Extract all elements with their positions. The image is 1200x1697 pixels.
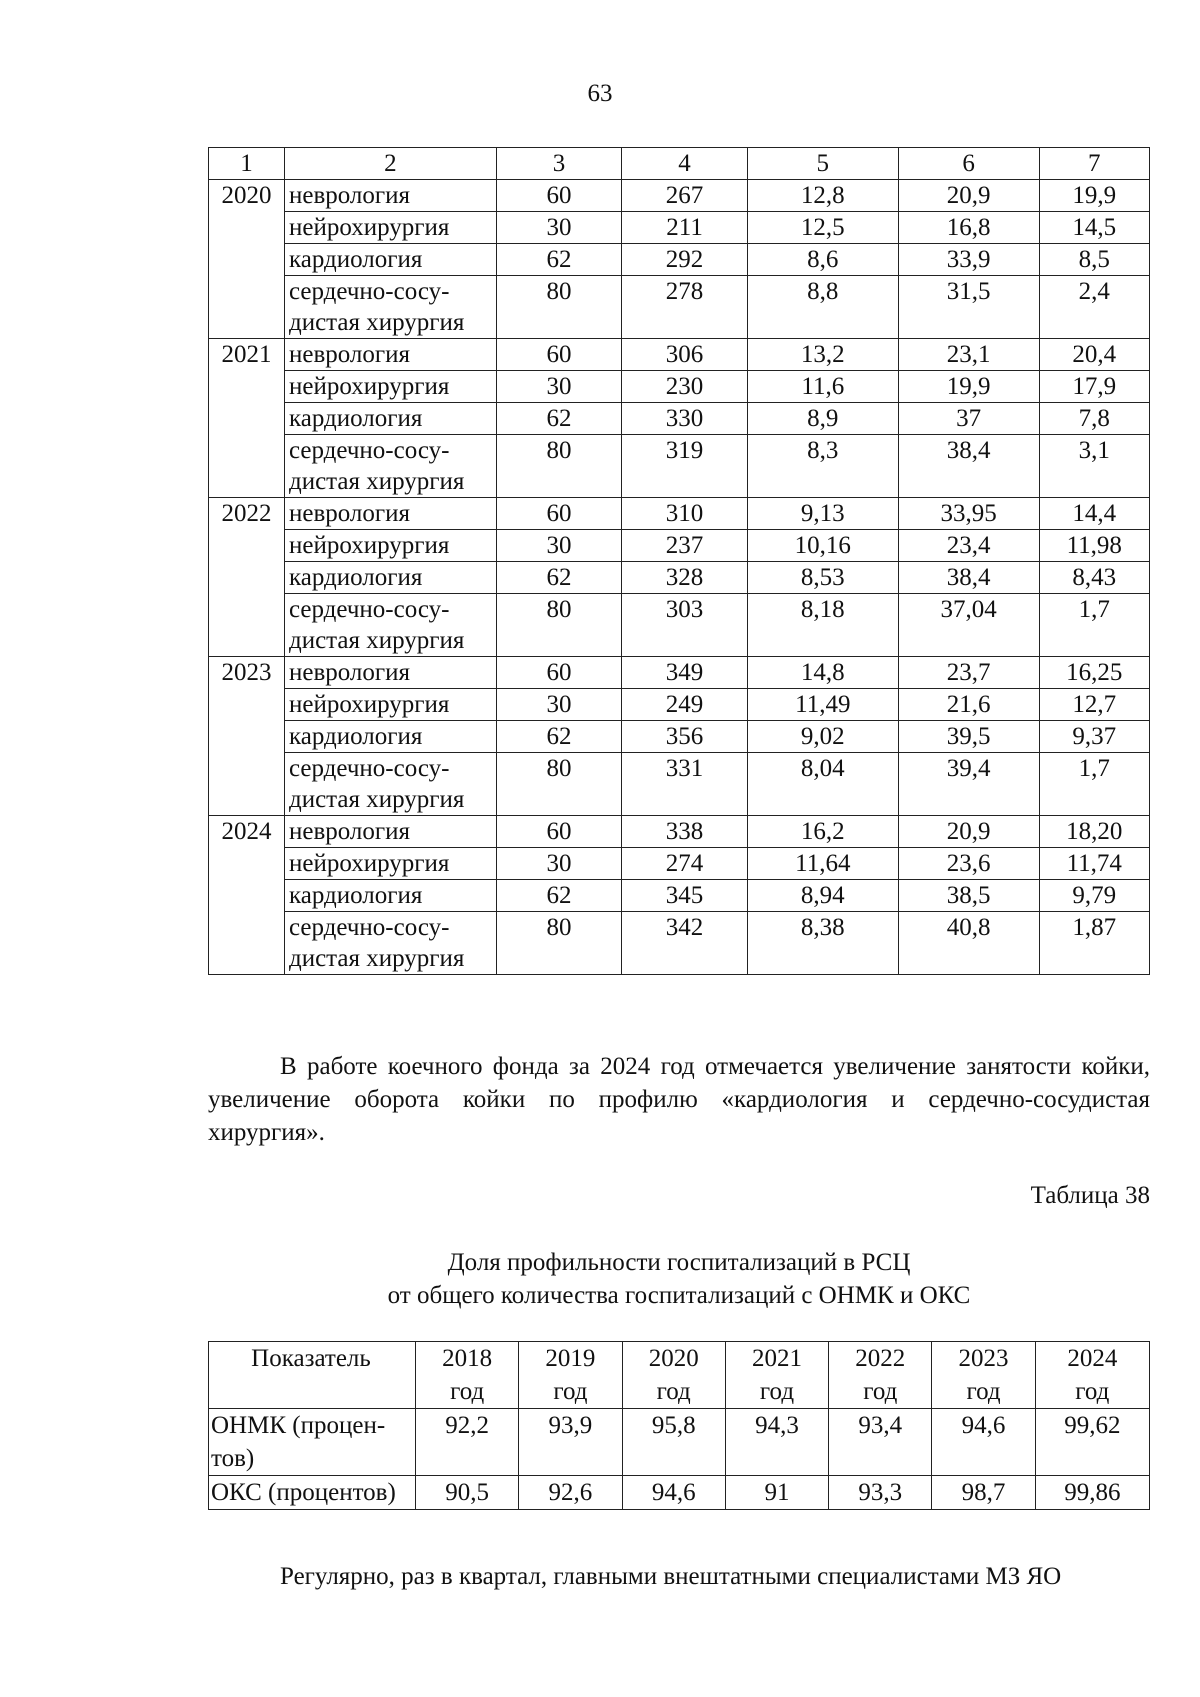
value-cell-c6: 16,8 <box>898 212 1039 244</box>
value-cell-c7: 20,4 <box>1039 339 1149 371</box>
value-cell-c5: 9,02 <box>747 721 898 753</box>
profile-cell <box>284 244 496 276</box>
profile-name: сердечно-сосу- <box>288 596 450 623</box>
year-header-value: 2021 <box>751 1345 802 1372</box>
profile-cell <box>284 403 496 435</box>
profile-name: неврология <box>288 818 411 845</box>
table-row <box>209 562 1150 594</box>
value-cell-c3: 80 <box>496 435 622 498</box>
value-cell-c3: 30 <box>496 689 622 721</box>
column-number-header: 7 <box>1039 148 1149 180</box>
value-cell-c4: 292 <box>622 244 748 276</box>
value-cell-c6: 37,04 <box>898 594 1039 657</box>
value-cell-c7: 11,74 <box>1039 848 1149 880</box>
profile-name-continued: дистая хирургия <box>288 786 465 813</box>
value-cell-c3: 60 <box>496 816 622 848</box>
table-title <box>208 1246 1150 1312</box>
value-cell-c3: 62 <box>496 562 622 594</box>
value-cell-c3: 60 <box>496 180 622 212</box>
value-cell-c5: 14,8 <box>747 657 898 689</box>
percent-cell: 94,3 <box>725 1409 828 1476</box>
hospitalization-share-table <box>208 1341 1150 1510</box>
value-cell-c4: 328 <box>622 562 748 594</box>
profile-cell <box>284 212 496 244</box>
value-cell-c5: 10,16 <box>747 530 898 562</box>
value-cell-c3: 80 <box>496 753 622 816</box>
percent-cell: 98,7 <box>932 1476 1035 1510</box>
profile-cell <box>284 657 496 689</box>
table-row <box>209 530 1150 562</box>
percent-cell: 99,86 <box>1035 1476 1149 1510</box>
year-cell: 2021 <box>209 339 285 498</box>
value-cell-c5: 8,04 <box>747 753 898 816</box>
value-cell-c5: 13,2 <box>747 339 898 371</box>
year-header <box>932 1342 1035 1409</box>
value-cell-c7: 1,7 <box>1039 753 1149 816</box>
value-cell-c6: 38,5 <box>898 880 1039 912</box>
year-header-suffix: год <box>450 1378 485 1405</box>
year-header <box>725 1342 828 1409</box>
profile-name: кардиология <box>288 564 423 591</box>
value-cell-c3: 60 <box>496 339 622 371</box>
value-cell-c4: 274 <box>622 848 748 880</box>
value-cell-c4: 249 <box>622 689 748 721</box>
profile-cell <box>284 530 496 562</box>
indicator-header: Показатель <box>209 1342 416 1409</box>
profile-name: кардиология <box>288 723 423 750</box>
indicator-cell <box>209 1476 416 1510</box>
profile-name-continued: дистая хирургия <box>288 627 465 654</box>
value-cell-c5: 11,64 <box>747 848 898 880</box>
table-row <box>209 912 1150 975</box>
column-number-header: 3 <box>496 148 622 180</box>
table-row <box>209 1476 1150 1510</box>
value-cell-c5: 8,3 <box>747 435 898 498</box>
table-row <box>209 816 1150 848</box>
table-row <box>209 276 1150 339</box>
profile-name: неврология <box>288 500 411 527</box>
value-cell-c3: 62 <box>496 403 622 435</box>
value-cell-c3: 60 <box>496 498 622 530</box>
value-cell-c6: 20,9 <box>898 180 1039 212</box>
profile-cell <box>284 594 496 657</box>
profile-name: нейрохирургия <box>288 373 450 400</box>
value-cell-c7: 2,4 <box>1039 276 1149 339</box>
profile-name: нейрохирургия <box>288 850 450 877</box>
value-cell-c7: 3,1 <box>1039 435 1149 498</box>
value-cell-c3: 30 <box>496 212 622 244</box>
profile-cell <box>284 498 496 530</box>
value-cell-c7: 7,8 <box>1039 403 1149 435</box>
value-cell-c5: 8,6 <box>747 244 898 276</box>
value-cell-c4: 211 <box>622 212 748 244</box>
value-cell-c4: 345 <box>622 880 748 912</box>
value-cell-c5: 11,6 <box>747 371 898 403</box>
column-number-header: 2 <box>284 148 496 180</box>
profile-name: нейрохирургия <box>288 214 450 241</box>
value-cell-c3: 80 <box>496 276 622 339</box>
value-cell-c4: 356 <box>622 721 748 753</box>
profile-name-continued: дистая хирургия <box>288 309 465 336</box>
value-cell-c4: 306 <box>622 339 748 371</box>
table-title-line-1: Доля профильности госпитализаций в РСЦ <box>447 1249 911 1276</box>
profile-name: кардиология <box>288 882 423 909</box>
value-cell-c4: 338 <box>622 816 748 848</box>
table-row <box>209 403 1150 435</box>
profile-cell <box>284 435 496 498</box>
value-cell-c6: 31,5 <box>898 276 1039 339</box>
value-cell-c6: 38,4 <box>898 435 1039 498</box>
profile-name-continued: дистая хирургия <box>288 945 465 972</box>
value-cell-c7: 8,5 <box>1039 244 1149 276</box>
value-cell-c5: 8,9 <box>747 403 898 435</box>
value-cell-c6: 23,4 <box>898 530 1039 562</box>
year-cell: 2023 <box>209 657 285 816</box>
profile-cell <box>284 753 496 816</box>
value-cell-c7: 9,79 <box>1039 880 1149 912</box>
value-cell-c5: 8,18 <box>747 594 898 657</box>
profile-name: сердечно-сосу- <box>288 914 450 941</box>
value-cell-c7: 18,20 <box>1039 816 1149 848</box>
indicator-cell <box>209 1409 416 1476</box>
profile-cell <box>284 180 496 212</box>
year-header-value: 2024 <box>1067 1345 1118 1372</box>
indicator-name: ОНМК (процен- <box>211 1412 386 1439</box>
profile-cell <box>284 562 496 594</box>
value-cell-c5: 16,2 <box>747 816 898 848</box>
profile-name: неврология <box>288 341 411 368</box>
value-cell-c7: 11,98 <box>1039 530 1149 562</box>
profile-name: неврология <box>288 182 411 209</box>
table-row <box>209 880 1150 912</box>
value-cell-c7: 19,9 <box>1039 180 1149 212</box>
value-cell-c3: 80 <box>496 912 622 975</box>
value-cell-c3: 60 <box>496 657 622 689</box>
profile-cell <box>284 371 496 403</box>
percent-cell: 94,6 <box>622 1476 725 1510</box>
page-number: 63 <box>587 80 613 107</box>
table-row <box>209 689 1150 721</box>
table-row <box>209 848 1150 880</box>
profile-name: сердечно-сосу- <box>288 278 450 305</box>
percent-cell: 93,9 <box>519 1409 622 1476</box>
value-cell-c5: 9,13 <box>747 498 898 530</box>
value-cell-c7: 17,9 <box>1039 371 1149 403</box>
year-header-suffix: год <box>966 1378 1001 1405</box>
value-cell-c3: 62 <box>496 880 622 912</box>
column-number-header: 6 <box>898 148 1039 180</box>
profile-cell <box>284 689 496 721</box>
paragraph-continuation: Регулярно, раз в квартал, главными внештатными специалистами МЗ ЯО <box>280 1563 1062 1590</box>
table-row <box>209 498 1150 530</box>
percent-cell: 92,6 <box>519 1476 622 1510</box>
bed-fund-table <box>208 147 1150 975</box>
value-cell-c5: 8,38 <box>747 912 898 975</box>
value-cell-c3: 80 <box>496 594 622 657</box>
percent-cell: 90,5 <box>416 1476 519 1510</box>
value-cell-c7: 1,87 <box>1039 912 1149 975</box>
table-label: Таблица 38 <box>1030 1182 1150 1209</box>
percent-cell: 92,2 <box>416 1409 519 1476</box>
value-cell-c4: 267 <box>622 180 748 212</box>
value-cell-c6: 23,1 <box>898 339 1039 371</box>
percent-cell: 93,3 <box>829 1476 932 1510</box>
value-cell-c7: 14,5 <box>1039 212 1149 244</box>
value-cell-c7: 1,7 <box>1039 594 1149 657</box>
table-header-row <box>209 1342 1150 1409</box>
profile-cell <box>284 912 496 975</box>
table-row <box>209 721 1150 753</box>
value-cell-c4: 331 <box>622 753 748 816</box>
table-row <box>209 657 1150 689</box>
year-header <box>1035 1342 1149 1409</box>
table-row <box>209 753 1150 816</box>
year-header <box>519 1342 622 1409</box>
value-cell-c4: 330 <box>622 403 748 435</box>
value-cell-c6: 37 <box>898 403 1039 435</box>
value-cell-c6: 38,4 <box>898 562 1039 594</box>
value-cell-c5: 8,94 <box>747 880 898 912</box>
indicator-name-continued: тов) <box>211 1445 255 1472</box>
year-header-suffix: год <box>553 1378 588 1405</box>
profile-cell <box>284 816 496 848</box>
profile-cell <box>284 721 496 753</box>
value-cell-c3: 30 <box>496 848 622 880</box>
value-cell-c6: 33,9 <box>898 244 1039 276</box>
percent-cell: 93,4 <box>829 1409 932 1476</box>
year-header-suffix: год <box>656 1378 691 1405</box>
profile-name: кардиология <box>288 405 423 432</box>
value-cell-c7: 14,4 <box>1039 498 1149 530</box>
column-number-header: 5 <box>747 148 898 180</box>
value-cell-c3: 62 <box>496 244 622 276</box>
value-cell-c5: 11,49 <box>747 689 898 721</box>
year-header-suffix: год <box>863 1378 898 1405</box>
table-row <box>209 594 1150 657</box>
year-header-value: 2020 <box>648 1345 699 1372</box>
year-header-suffix: год <box>1075 1378 1110 1405</box>
percent-cell: 91 <box>725 1476 828 1510</box>
year-header-value: 2018 <box>442 1345 493 1372</box>
table-title-line-2: от общего количества госпитализаций с ОНМК и ОКС <box>387 1282 971 1309</box>
value-cell-c4: 349 <box>622 657 748 689</box>
year-cell: 2024 <box>209 816 285 975</box>
profile-cell <box>284 276 496 339</box>
value-cell-c6: 23,6 <box>898 848 1039 880</box>
table-row <box>209 1409 1150 1476</box>
table-row <box>209 339 1150 371</box>
table-row <box>209 371 1150 403</box>
value-cell-c6: 33,95 <box>898 498 1039 530</box>
value-cell-c4: 342 <box>622 912 748 975</box>
value-cell-c7: 12,7 <box>1039 689 1149 721</box>
percent-cell: 99,62 <box>1035 1409 1149 1476</box>
column-number-header: 4 <box>622 148 748 180</box>
value-cell-c4: 303 <box>622 594 748 657</box>
column-number-header: 1 <box>209 148 285 180</box>
profile-name: кардиология <box>288 246 423 273</box>
year-cell: 2022 <box>209 498 285 657</box>
table-row <box>209 435 1150 498</box>
year-header-value: 2019 <box>545 1345 596 1372</box>
value-cell-c3: 30 <box>496 371 622 403</box>
year-header <box>622 1342 725 1409</box>
table-row <box>209 244 1150 276</box>
year-header <box>829 1342 932 1409</box>
value-cell-c6: 21,6 <box>898 689 1039 721</box>
percent-cell: 94,6 <box>932 1409 1035 1476</box>
profile-name: нейрохирургия <box>288 532 450 559</box>
profile-name: сердечно-сосу- <box>288 437 450 464</box>
profile-name: нейрохирургия <box>288 691 450 718</box>
year-header-value: 2022 <box>855 1345 906 1372</box>
table-row <box>209 212 1150 244</box>
indicator-name: ОКС (процентов) <box>211 1479 396 1506</box>
value-cell-c3: 62 <box>496 721 622 753</box>
value-cell-c7: 16,25 <box>1039 657 1149 689</box>
year-header <box>416 1342 519 1409</box>
value-cell-c4: 278 <box>622 276 748 339</box>
value-cell-c6: 40,8 <box>898 912 1039 975</box>
value-cell-c4: 319 <box>622 435 748 498</box>
profile-name: неврология <box>288 659 411 686</box>
value-cell-c7: 8,43 <box>1039 562 1149 594</box>
paragraph-bed-fund-summary: В работе коечного фонда за 2024 год отмечается увеличение занятости койки, увеличение оборота койки по профилю «кардиология и сердечно-сосудистая хирургия». <box>208 1053 1150 1146</box>
value-cell-c4: 237 <box>622 530 748 562</box>
year-header-value: 2023 <box>958 1345 1009 1372</box>
value-cell-c6: 20,9 <box>898 816 1039 848</box>
value-cell-c3: 30 <box>496 530 622 562</box>
value-cell-c7: 9,37 <box>1039 721 1149 753</box>
value-cell-c6: 39,4 <box>898 753 1039 816</box>
profile-cell <box>284 880 496 912</box>
value-cell-c5: 8,8 <box>747 276 898 339</box>
percent-cell: 95,8 <box>622 1409 725 1476</box>
year-header-suffix: год <box>759 1378 795 1405</box>
value-cell-c5: 8,53 <box>747 562 898 594</box>
value-cell-c5: 12,8 <box>747 180 898 212</box>
value-cell-c4: 310 <box>622 498 748 530</box>
value-cell-c6: 19,9 <box>898 371 1039 403</box>
value-cell-c5: 12,5 <box>747 212 898 244</box>
value-cell-c4: 230 <box>622 371 748 403</box>
year-cell: 2020 <box>209 180 285 339</box>
profile-name: сердечно-сосу- <box>288 755 450 782</box>
table-header-row <box>209 148 1150 180</box>
profile-cell <box>284 339 496 371</box>
value-cell-c6: 39,5 <box>898 721 1039 753</box>
profile-name-continued: дистая хирургия <box>288 468 465 495</box>
table-row <box>209 180 1150 212</box>
profile-cell <box>284 848 496 880</box>
value-cell-c6: 23,7 <box>898 657 1039 689</box>
